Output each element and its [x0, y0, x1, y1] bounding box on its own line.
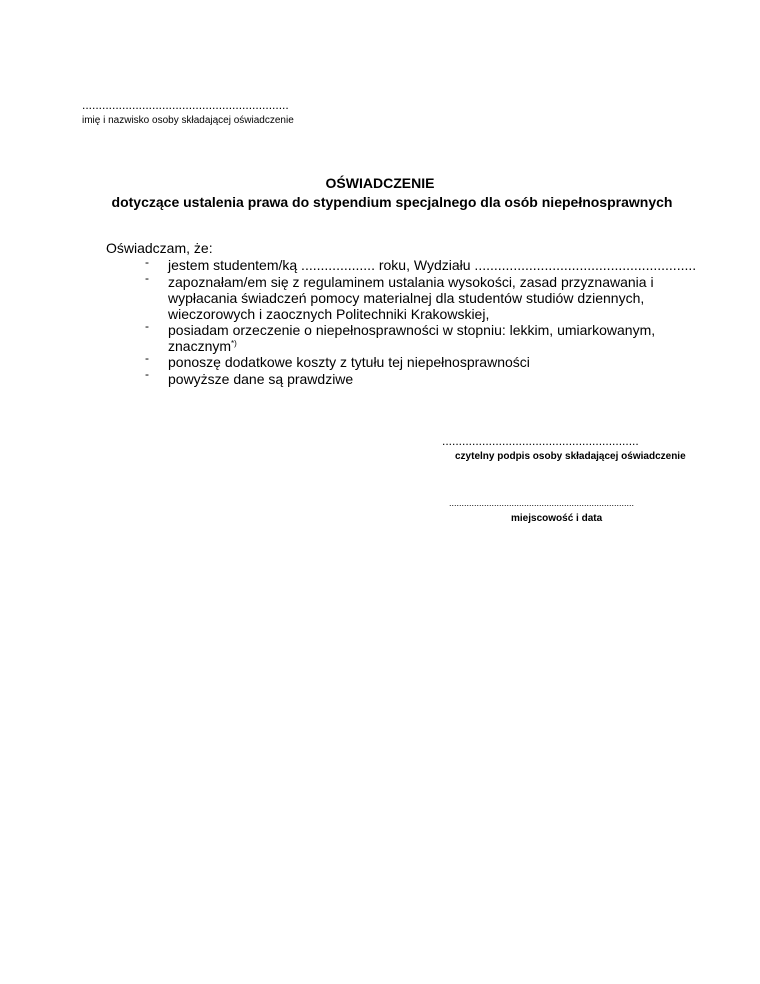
list-item-disability-line-2: [168, 338, 237, 354]
document-title: OŚWIADCZENIE: [325, 175, 435, 191]
list-item-disability-line-1: posiadam orzeczenie o niepełnosprawności w stopniu: lekkim, umiarkowanym,: [168, 322, 656, 338]
list-item-regulations-line-2: wypłacania świadczeń pomocy materialnej dla studentów studiów dziennych,: [168, 290, 645, 306]
list-marker: -: [145, 319, 149, 333]
document-subtitle: dotyczące ustalenia prawa do stypendium specjalnego dla osób niepełnosprawnych: [111, 194, 673, 210]
footnote-mark: *): [231, 339, 237, 348]
list-item-costs: ponoszę dodatkowe koszty z tytułu tej niepełnosprawności: [168, 354, 530, 370]
signature-line: ...........................................................: [442, 434, 639, 448]
list-item-regulations-line-3: wieczorowych i zaocznych Politechniki Krakowskiej,: [168, 306, 490, 322]
name-signature-line: ..............................................................: [82, 98, 289, 112]
declaration-intro: Oświadczam, że:: [106, 240, 213, 256]
place-date-caption: miejscowość i data: [511, 513, 603, 524]
list-item-disability-text: znacznym: [168, 338, 232, 354]
list-item-regulations-line-1: zapoznałam/em się z regulaminem ustalania wysokości, zasad przyznawania i: [168, 274, 654, 290]
list-marker: -: [145, 271, 149, 285]
list-item-student: jestem studentem/ką ................... roku, Wydziału .........................................................: [168, 257, 697, 273]
place-date-line: ..........................................................................: [449, 498, 635, 508]
list-marker: -: [145, 367, 149, 381]
list-marker: -: [145, 255, 149, 269]
signature-caption: czytelny podpis osoby składającej oświadczenie: [455, 451, 686, 462]
name-caption: imię i nazwisko osoby składającej oświadczenie: [82, 115, 294, 126]
list-marker: -: [145, 351, 149, 365]
list-item-data-true: powyższe dane są prawdziwe: [168, 371, 354, 387]
